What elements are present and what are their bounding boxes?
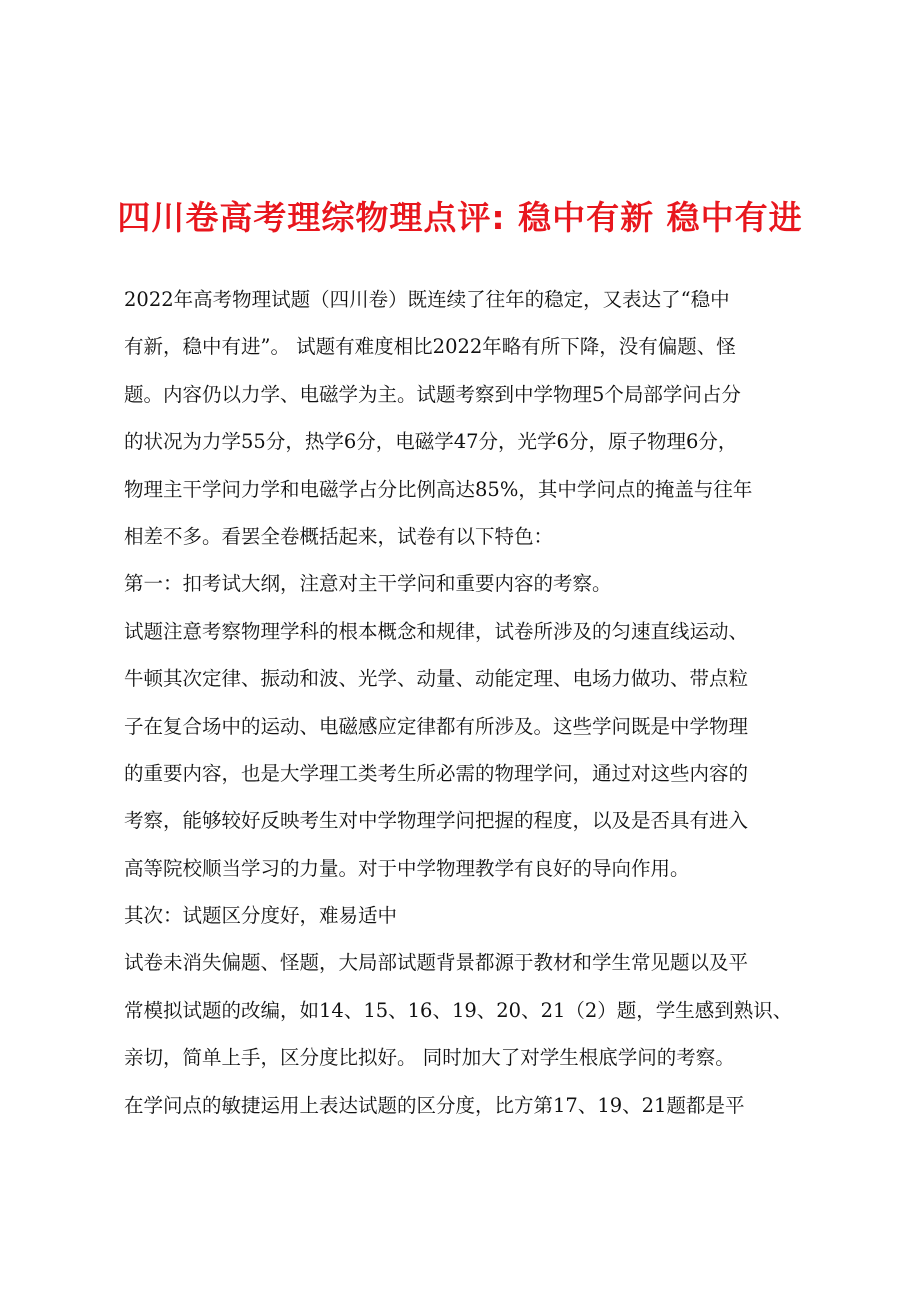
- section-heading-2: 其次：试题区分度好，难易适中: [124, 904, 398, 928]
- body-line: 有新，稳中有进”。 试题有难度相比2022年略有所下降，没有偏题、怪: [124, 335, 736, 359]
- body-line: 物理主干学问力学和电磁学占分比例高达85%，其中学问点的掩盖与往年: [124, 477, 753, 501]
- body-line: 相差不多。看罢全卷概括起来，试卷有以下特色：: [124, 524, 554, 548]
- body-line: 常模拟试题的改编，如14、15、16、19、20、21（2）题，学生感到熟识、: [124, 998, 793, 1022]
- body-line: 的重要内容，也是大学理工类考生所必需的物理学问，通过对这些内容的: [124, 761, 749, 785]
- body-line: 亲切，简单上手，区分度比拟好。 同时加大了对学生根底学问的考察。: [124, 1046, 735, 1070]
- body-line: 在学问点的敏捷运用上表达试题的区分度，比方第17、19、21题都是平: [124, 1093, 745, 1117]
- body-line: 子在复合场中的运动、电磁感应定律都有所涉及。这些学问既是中学物理: [124, 714, 749, 738]
- body-line: 试题注意考察物理学科的根本概念和规律，试卷所涉及的匀速直线运动、: [124, 619, 749, 643]
- body-line: 的状况为力学55分，热学6分，电磁学47分，光学6分，原子物理6分，: [124, 430, 738, 454]
- body-line: 牛顿其次定律、振动和波、光学、动量、动能定理、电场力做功、带点粒: [124, 667, 749, 691]
- body-line: 高等院校顺当学习的力量。对于中学物理教学有良好的导向作用。: [124, 856, 690, 880]
- body-line: 考察，能够较好反映考生对中学物理学问把握的程度，以及是否具有进入: [124, 809, 749, 833]
- body-line: 试卷未消失偏题、怪题，大局部试题背景都源于教材和学生常见题以及平: [124, 951, 749, 975]
- section-heading-1: 第一：扣考试大纲，注意对主干学问和重要内容的考察。: [124, 572, 612, 596]
- article-body: [124, 276, 824, 1129]
- body-line: 题。内容仍以力学、电磁学为主。试题考察到中学物理5个局部学问占分: [124, 382, 741, 406]
- body-line: 2022年高考物理试题（四川卷）既连续了往年的稳定，又表达了“稳中: [124, 288, 730, 311]
- article-title: 四川卷高考理综物理点评: 稳中有新 稳中有进: [117, 198, 803, 237]
